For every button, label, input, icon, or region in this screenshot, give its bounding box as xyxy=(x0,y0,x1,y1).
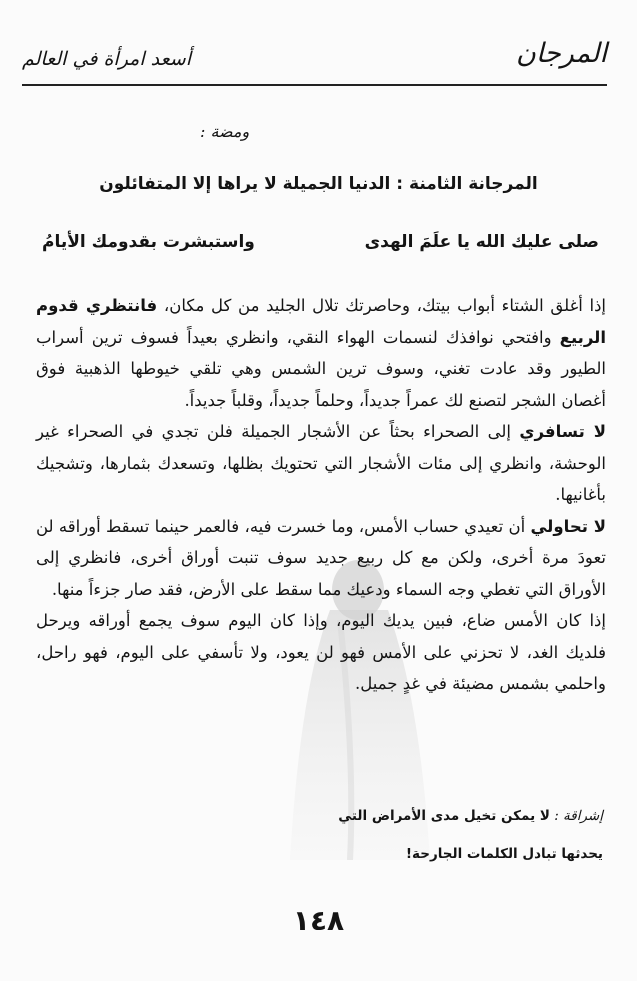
running-header-chapter: المرجان xyxy=(516,38,607,69)
paragraph-2: لا تسافري إلى الصحراء بحثاً عن الأشجار الجميلة فلن تجدي في الصحراء غير الوحشة، وانظري إلى مئات الأشجار التي تحتويك بظلها، وتسعدك بثمارها، وتشجيك بأغانيها. xyxy=(36,422,606,504)
paragraph-4: إذا كان الأمس ضاع، فبين يديك اليوم، وإذا كان اليوم سوف يجمع أوراقه ويرحل فلديك الغد، لا تحزني على الأمس فهو لن يعود، ولا تأسفي على اليوم، فهو راحل، واحلمي بشمس مضيئة في غدٍ جميل. xyxy=(36,611,606,693)
paragraph-3: لا تحاولي أن تعيدي حساب الأمس، وما خسرت فيه، فالعمر حينما تسقط أوراقه لن تعودَ مرة أخرى، ولكن مع كل ربيع جديد سوف تنبت أوراق أخرى، فانظري إلى الأوراق التي تغطي وجه السماء ودعيك مما سقط على الأرض، فقد صار جزءاً منها. xyxy=(36,516,606,599)
page-number: ١٤٨ xyxy=(292,904,345,937)
section-title: المرجانة الثامنة : الدنيا الجميلة لا يراها إلا المتفائلون xyxy=(99,174,538,194)
paragraph-1: إذا أغلق الشتاء أبواب بيتك، وحاصرتك تلال الجليد من كل مكان، فانتظري قدوم الربيع وافتحي نوافذك لنسمات الهواء النقي، وانظري بعيداً فسوف ترين أسراب الطيور وقد عادت تغني، وسوف ترين الشمس وهي تلقي خيوطها الذهبية فوق أغصان الشجر لتصنع لك عمراً جديداً، وحلماً جديداً، وقلباً جديداً. xyxy=(36,296,606,410)
ishraqa-line-1: إشراقة : لا يمكن تخيل مدى الأمراض التي xyxy=(338,808,603,824)
ishraqa-line-2: يحدثها تبادل الكلمات الجارحة! xyxy=(405,846,603,862)
body-text xyxy=(36,290,606,700)
header-divider xyxy=(22,84,607,86)
running-header-book-title: أسعد امرأة في العالم xyxy=(22,48,192,70)
ishraqa-label: إشراقة : xyxy=(549,808,603,824)
intro-label: ومضة : xyxy=(200,122,250,141)
verse-first-hemistich: صلى عليك الله يا علَمَ الهدى xyxy=(364,232,599,252)
verse-second-hemistich: واستبشرت بقدومك الأيامُ xyxy=(42,232,255,252)
